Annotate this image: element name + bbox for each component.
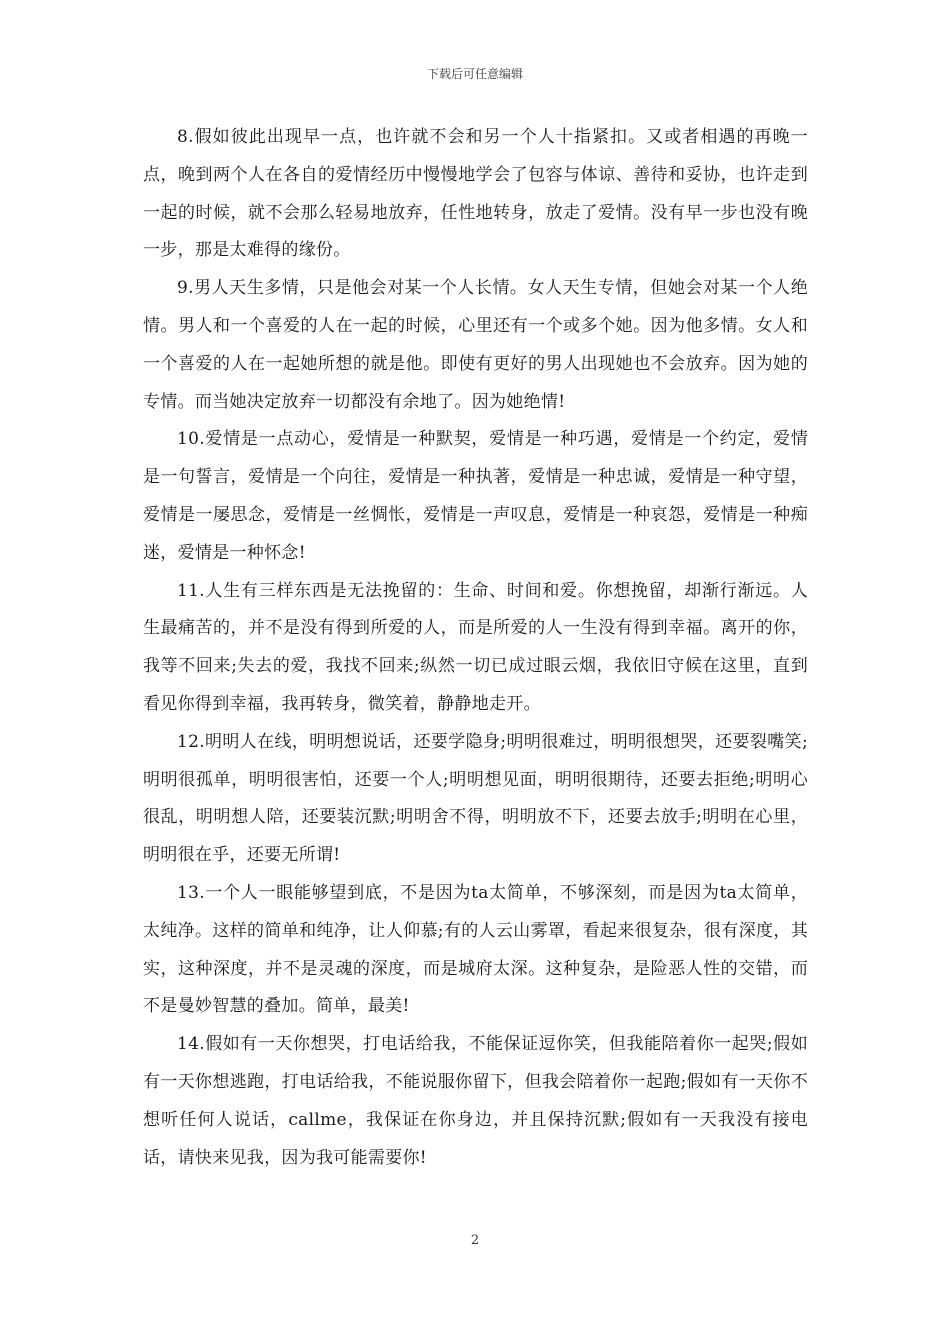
page-header: 下载后可任意编辑	[426, 67, 523, 81]
paragraph-10: 10.爱情是一点动心，爱情是一种默契，爱情是一种巧遇，爱情是一个约定，爱情是一句誓言，爱情是一个向往，爱情是一种执著，爱情是一种忠诚，爱情是一种守望，爱情是一屡思念，爱情是一丝惆怅，爱情是一声叹息，爱情是一种哀怨，爱情是一种痴迷，爱情是一种怀念!	[143, 429, 808, 563]
paragraph-14: 14.假如有一天你想哭，打电话给我，不能保证逗你笑，但我能陪着你一起哭;假如有一天你想逃跑，打电话给我，不能说服你留下，但我会陪着你一起跑;假如有一天你不想听任何人说话，callme，我保证在你身边，并且保持沉默;假如有一天我没有接电话，请快来见我，因为我可能需要你!	[143, 1034, 808, 1168]
paragraph-13: 13.一个人一眼能够望到底，不是因为ta太简单，不够深刻，而是因为ta太简单，太纯净。这样的简单和纯净，让人仰慕;有的人云山雾罩，看起来很复杂，很有深度，其实，这种深度，并不是灵魂的深度，而是城府太深。这种复杂，是险恶人性的交错，而不是曼妙智慧的叠加。简单，最美!	[143, 882, 808, 1017]
paragraph-12: 12.明明人在线，明明想说话，还要学隐身;明明很难过，明明很想哭，还要裂嘴笑;明明很孤单，明明很害怕，还要一个人;明明想见面，明明很期待，还要去拒绝;明明心很乱，明明想人陪，还要装沉默;明明舍不得，明明放不下，还要去放手;明明在心里，明明很在乎，还要无所谓!	[143, 731, 808, 866]
paragraph-9: 9.男人天生多情，只是他会对某一个人长情。女人天生专情，但她会对某一个人绝情。男人和一个喜爱的人在一起的时候，心里还有一个或多个她。因为他多情。女人和一个喜爱的人在一起她所想的就是他。即使有更好的男人出现她也不会放弃。因为她的专情。而当她决定放弃一切都没有余地了。因为她绝情!	[143, 278, 808, 412]
paragraph-11: 11.人生有三样东西是无法挽留的：生命、时间和爱。你想挽留，却渐行渐远。人生最痛苦的，并不是没有得到所爱的人，而是所爱的人一生没有得到幸福。离开的你，我等不回来;失去的爱，我找不回来;纵然一切已成过眼云烟，我依旧守候在这里，直到看见你得到幸福，我再转身，微笑着，静静地走开。	[143, 580, 808, 714]
paragraph-8: 8.假如彼此出现早一点，也许就不会和另一个人十指紧扣。又或者相遇的再晚一点，晚到两个人在各自的爱情经历中慢慢地学会了包容与体谅、善待和妥协，也许走到一起的时候，就不会那么轻易地放弃，任性地转身，放走了爱情。没有早一步也没有晚一步，那是太难得的缘份。	[143, 127, 808, 261]
document-body	[143, 119, 808, 1177]
page-number: 2	[470, 1233, 480, 1248]
